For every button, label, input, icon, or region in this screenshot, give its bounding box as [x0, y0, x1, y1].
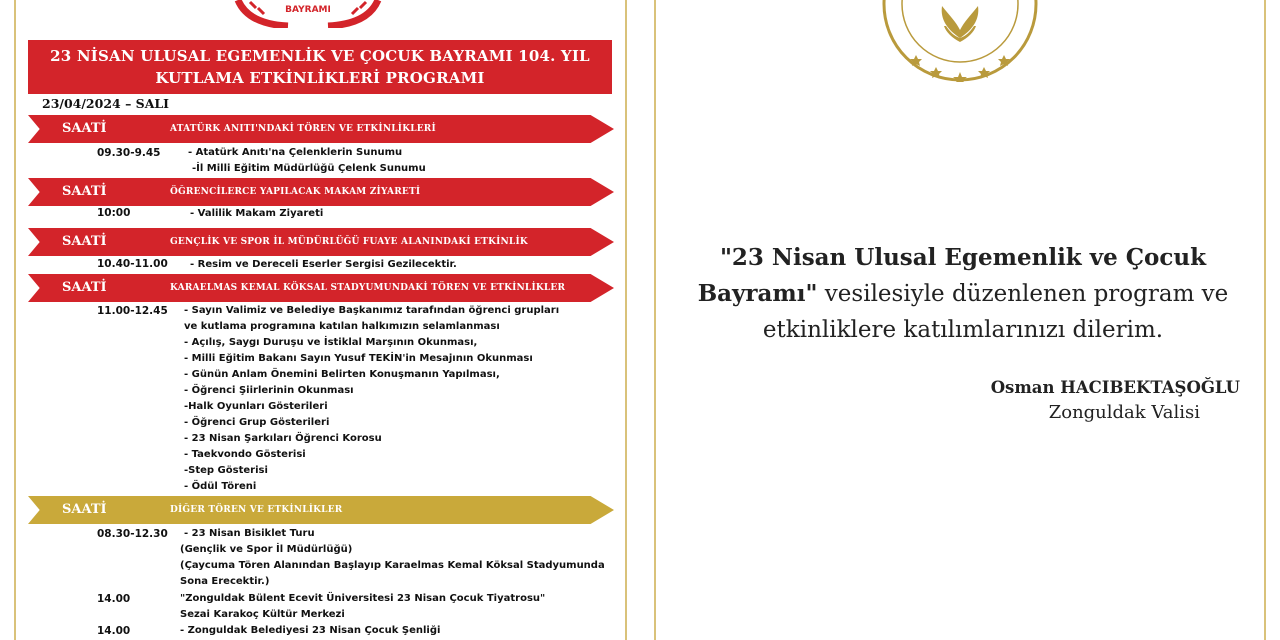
- signer-name: Osman HACIBEKTAŞOĞLU: [990, 378, 1240, 397]
- section-title: ÖĞRENCİLERCE YAPILACAK MAKAM ZİYARETİ: [170, 187, 421, 197]
- title-line-2: KUTLAMA ETKİNLİKLERİ PROGRAMI: [155, 69, 485, 87]
- activity-item: Sona Erecektir.): [180, 576, 270, 587]
- activity-item: - Sayın Valimiz ve Belediye Başkanımız tarafından öğrenci grupları: [184, 305, 560, 316]
- emblem-text: BAYRAMI: [285, 5, 331, 15]
- section-time: 08.30-12.30: [97, 528, 168, 540]
- section-title: KARAELMAS KEMAL KÖKSAL STADYUMUNDAKİ TÖREN VE ETKİNLİKLER: [170, 283, 566, 293]
- activity-item: - Açılış, Saygı Duruşu ve İstiklal Marşının Okunması,: [184, 337, 478, 348]
- activity-item: - Atatürk Anıtı'na Çelenklerin Sunumu: [188, 147, 403, 158]
- right-border-line: [1264, 0, 1266, 640]
- section-banner: [28, 228, 614, 256]
- program-title: [28, 40, 612, 94]
- activity-item: - Milli Eğitim Bakanı Sayın Yusuf TEKİN'in Mesajının Okunması: [184, 353, 533, 364]
- section-time: 10.40-11.00: [97, 258, 168, 270]
- saati-label: SAATİ: [62, 184, 107, 199]
- signer-title: Zonguldak Valisi: [1048, 402, 1200, 423]
- saati-label: SAATİ: [62, 234, 107, 249]
- section-title: DİĞER TÖREN VE ETKİNLİKLER: [170, 505, 343, 515]
- section-time: 11.00-12.45: [97, 305, 168, 317]
- activity-item: ve kutlama programına katılan halkımızın selamlanması: [184, 321, 500, 332]
- section-time: 14.00: [97, 593, 131, 605]
- message-bold-part: "23 Nisan Ulusal Egemenlik ve Çocuk Bayramı": [697, 244, 1207, 307]
- section-title: ATATÜRK ANITI'NDAKİ TÖREN VE ETKİNLİKLERİ: [170, 124, 436, 134]
- section-banner: [28, 274, 614, 302]
- valilik-seal-icon: [880, 0, 1040, 82]
- activity-item: - Ödül Töreni: [184, 481, 257, 492]
- section-title: GENÇLİK VE SPOR İL MÜDÜRLÜĞÜ FUAYE ALANINDAKİ ETKİNLİK: [170, 237, 528, 247]
- activity-item: (Çaycuma Tören Alanından Başlayıp Karaelmas Kemal Köksal Stadyumunda: [180, 560, 605, 571]
- saati-label: SAATİ: [62, 502, 107, 517]
- activity-item: - Zonguldak Belediyesi 23 Nisan Çocuk Şenliği: [180, 625, 441, 636]
- bayram-emblem-icon: [228, 0, 388, 28]
- left-border-line: [14, 0, 16, 640]
- saati-label: SAATİ: [62, 121, 107, 136]
- activity-item: - 23 Nisan Şarkıları Öğrenci Korosu: [184, 433, 382, 444]
- section-time: 09.30-9.45: [97, 147, 161, 159]
- section-banner: [28, 178, 614, 206]
- activity-item: - Öğrenci Grup Gösterileri: [184, 417, 330, 428]
- program-date: 23/04/2024 – SALI: [42, 96, 170, 111]
- activity-item: - Valilik Makam Ziyareti: [190, 208, 324, 219]
- activity-item: - 23 Nisan Bisiklet Turu: [184, 528, 315, 539]
- section-banner: [28, 115, 614, 143]
- activity-item: - Taekvondo Gösterisi: [184, 449, 306, 460]
- activity-item: - Günün Anlam Önemini Belirten Konuşmanın Yapılması,: [184, 369, 500, 380]
- activity-item: - Öğrenci Şiirlerinin Okunması: [184, 385, 354, 396]
- activity-item: "Zonguldak Bülent Ecevit Üniversitesi 23 Nisan Çocuk Tiyatrosu": [180, 593, 546, 604]
- saati-label: SAATİ: [62, 280, 107, 295]
- section-time: 10:00: [97, 207, 131, 219]
- left-border-line: [654, 0, 656, 640]
- message-rest: vesilesiyle düzenlenen program ve etkinliklere katılımlarınızı dilerim.: [762, 281, 1229, 343]
- activity-item: -Step Gösterisi: [184, 465, 268, 476]
- activity-item: -Halk Oyunları Gösterileri: [184, 401, 328, 412]
- right-border-line: [625, 0, 627, 640]
- title-line-1: 23 NİSAN ULUSAL EGEMENLİK VE ÇOCUK BAYRAMI 104. YIL: [50, 47, 590, 65]
- invitation-message: [668, 240, 1258, 348]
- activity-item: Sezai Karakoç Kültür Merkezi: [180, 609, 345, 620]
- activity-item: - Resim ve Dereceli Eserler Sergisi Gezilecektir.: [190, 259, 457, 270]
- section-time: 14.00: [97, 625, 131, 637]
- activity-item: -İl Milli Eğitim Müdürlüğü Çelenk Sunumu: [192, 163, 426, 174]
- section-banner: [28, 496, 614, 524]
- activity-item: (Gençlik ve Spor İl Müdürlüğü): [180, 544, 353, 555]
